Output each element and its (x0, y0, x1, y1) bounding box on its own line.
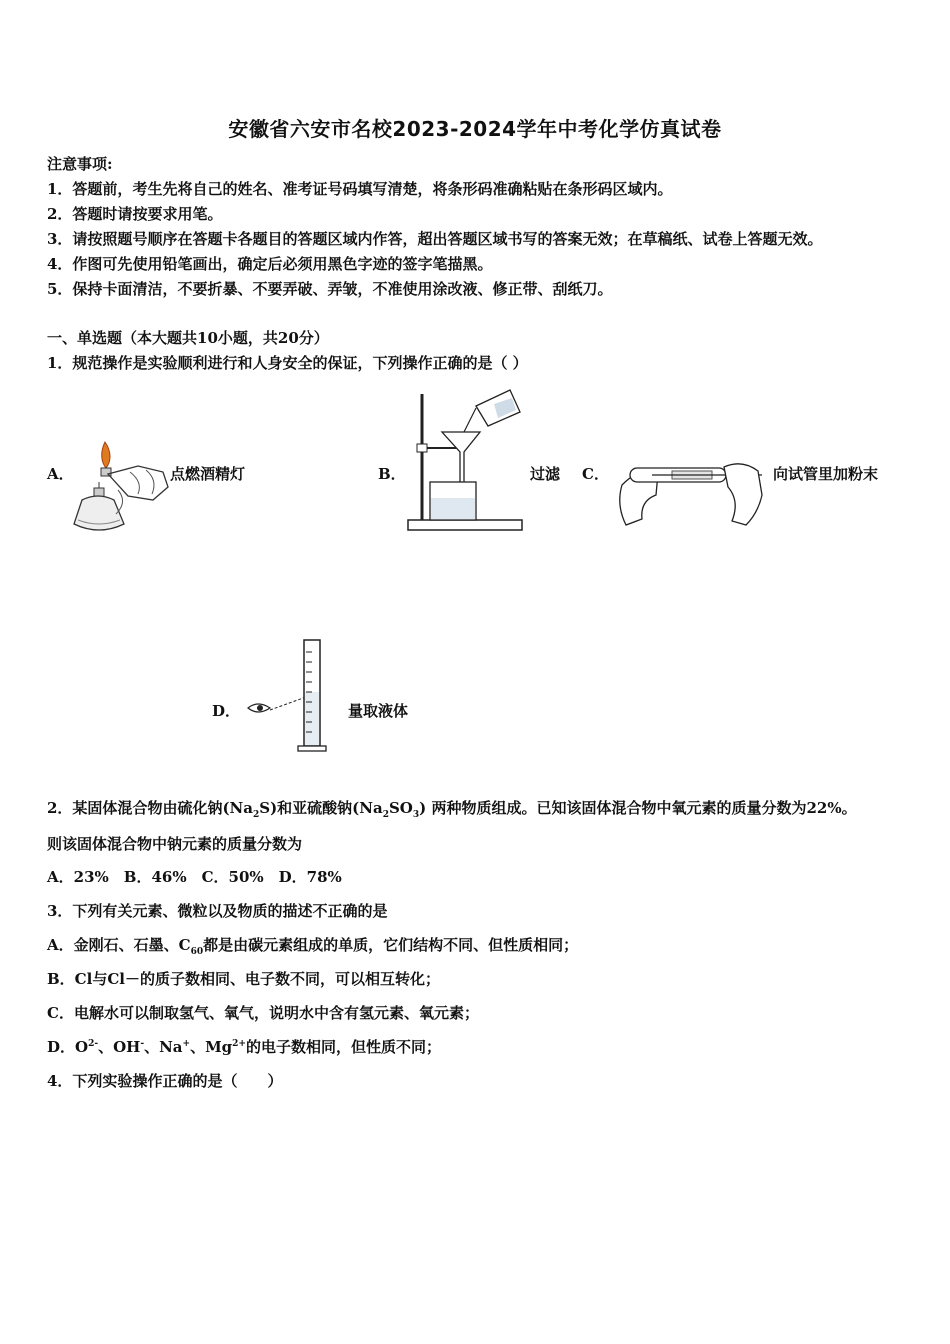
q1-option-d-caption: 量取液体 (348, 702, 409, 720)
q1-option-a-label: A． (47, 465, 74, 483)
q3-option-d: D．$O^{2-}$、OH-、Na+、$Mg^{2+}$的电子数相同，但性质不同； (47, 1038, 441, 1056)
notice-item-4: 4．作图可先使用铅笔画出，确定后必须用黑色字迹的签字笔描黑。 (47, 255, 493, 273)
notice-heading: 注意事项: (47, 155, 113, 173)
section-heading: 一、单选题（本大题共10小题，共20分） (47, 329, 329, 347)
q1-option-b-label: B． (378, 465, 406, 483)
notice-item-5: 5．保持卡面清洁，不要折暴、不要弄破、弄皱，不准使用涂改液、修正带、刮纸刀。 (47, 280, 613, 298)
q3-stem: 3．下列有关元素、微粒以及物质的描述不正确的是 (47, 902, 388, 920)
q1-option-c-label: C． (582, 465, 609, 483)
test-tube-powder-image (612, 455, 772, 535)
filtration-apparatus-image (402, 386, 532, 536)
alcohol-lamp-lighting-image (68, 432, 173, 542)
q2-options: A．23% B．46% C．50% D．78% (47, 868, 342, 886)
q1-option-c-caption: 向试管里加粉末 (773, 465, 879, 483)
q1-stem: 1．规范操作是实验顺利进行和人身安全的保证，下列操作正确的是（ ） (47, 354, 528, 372)
q2-stem: 2．某固体混合物由硫化钠$(Na_2S)$和亚硫酸钠$(Na_2SO_3)$ 两种物质组成。已知该固体混合物中氧元素的质量分数为22%。 (47, 799, 857, 820)
notice-item-2: 2．答题时请按要求用笔。 (47, 205, 223, 223)
q3-option-c: C．电解水可以制取氢气、氧气，说明水中含有氢元素、氧元素； (47, 1004, 479, 1022)
q4-stem: 4．下列实验操作正确的是（ ） (47, 1072, 283, 1090)
q3-option-a: A．金刚石、石墨、$C_{60}$都是由碳元素组成的单质，它们结构不同、但性质相同； (47, 936, 579, 957)
graduated-cylinder-image (240, 636, 340, 754)
q1-option-a-caption: 点燃酒精灯 (170, 465, 246, 483)
q2-stem-2: 则该固体混合物中钠元素的质量分数为 (47, 835, 303, 853)
q1-option-b-caption: 过滤 (530, 465, 561, 483)
page-title: 安徽省六安市名校2023-2024学年中考化学仿真试卷 (228, 117, 722, 141)
notice-item-1: 1．答题前，考生先将自己的姓名、准考证号码填写清楚，将条形码准确粘贴在条形码区域内。 (47, 180, 673, 198)
notice-item-3: 3．请按照题号顺序在答题卡各题目的答题区域内作答，超出答题区域书写的答案无效；在草稿纸、试卷上答题无效。 (47, 230, 823, 248)
q3-option-b: B．Cl与Cl－的质子数相同、电子数不同，可以相互转化； (47, 970, 440, 988)
q1-option-d-label: D． (212, 702, 241, 720)
